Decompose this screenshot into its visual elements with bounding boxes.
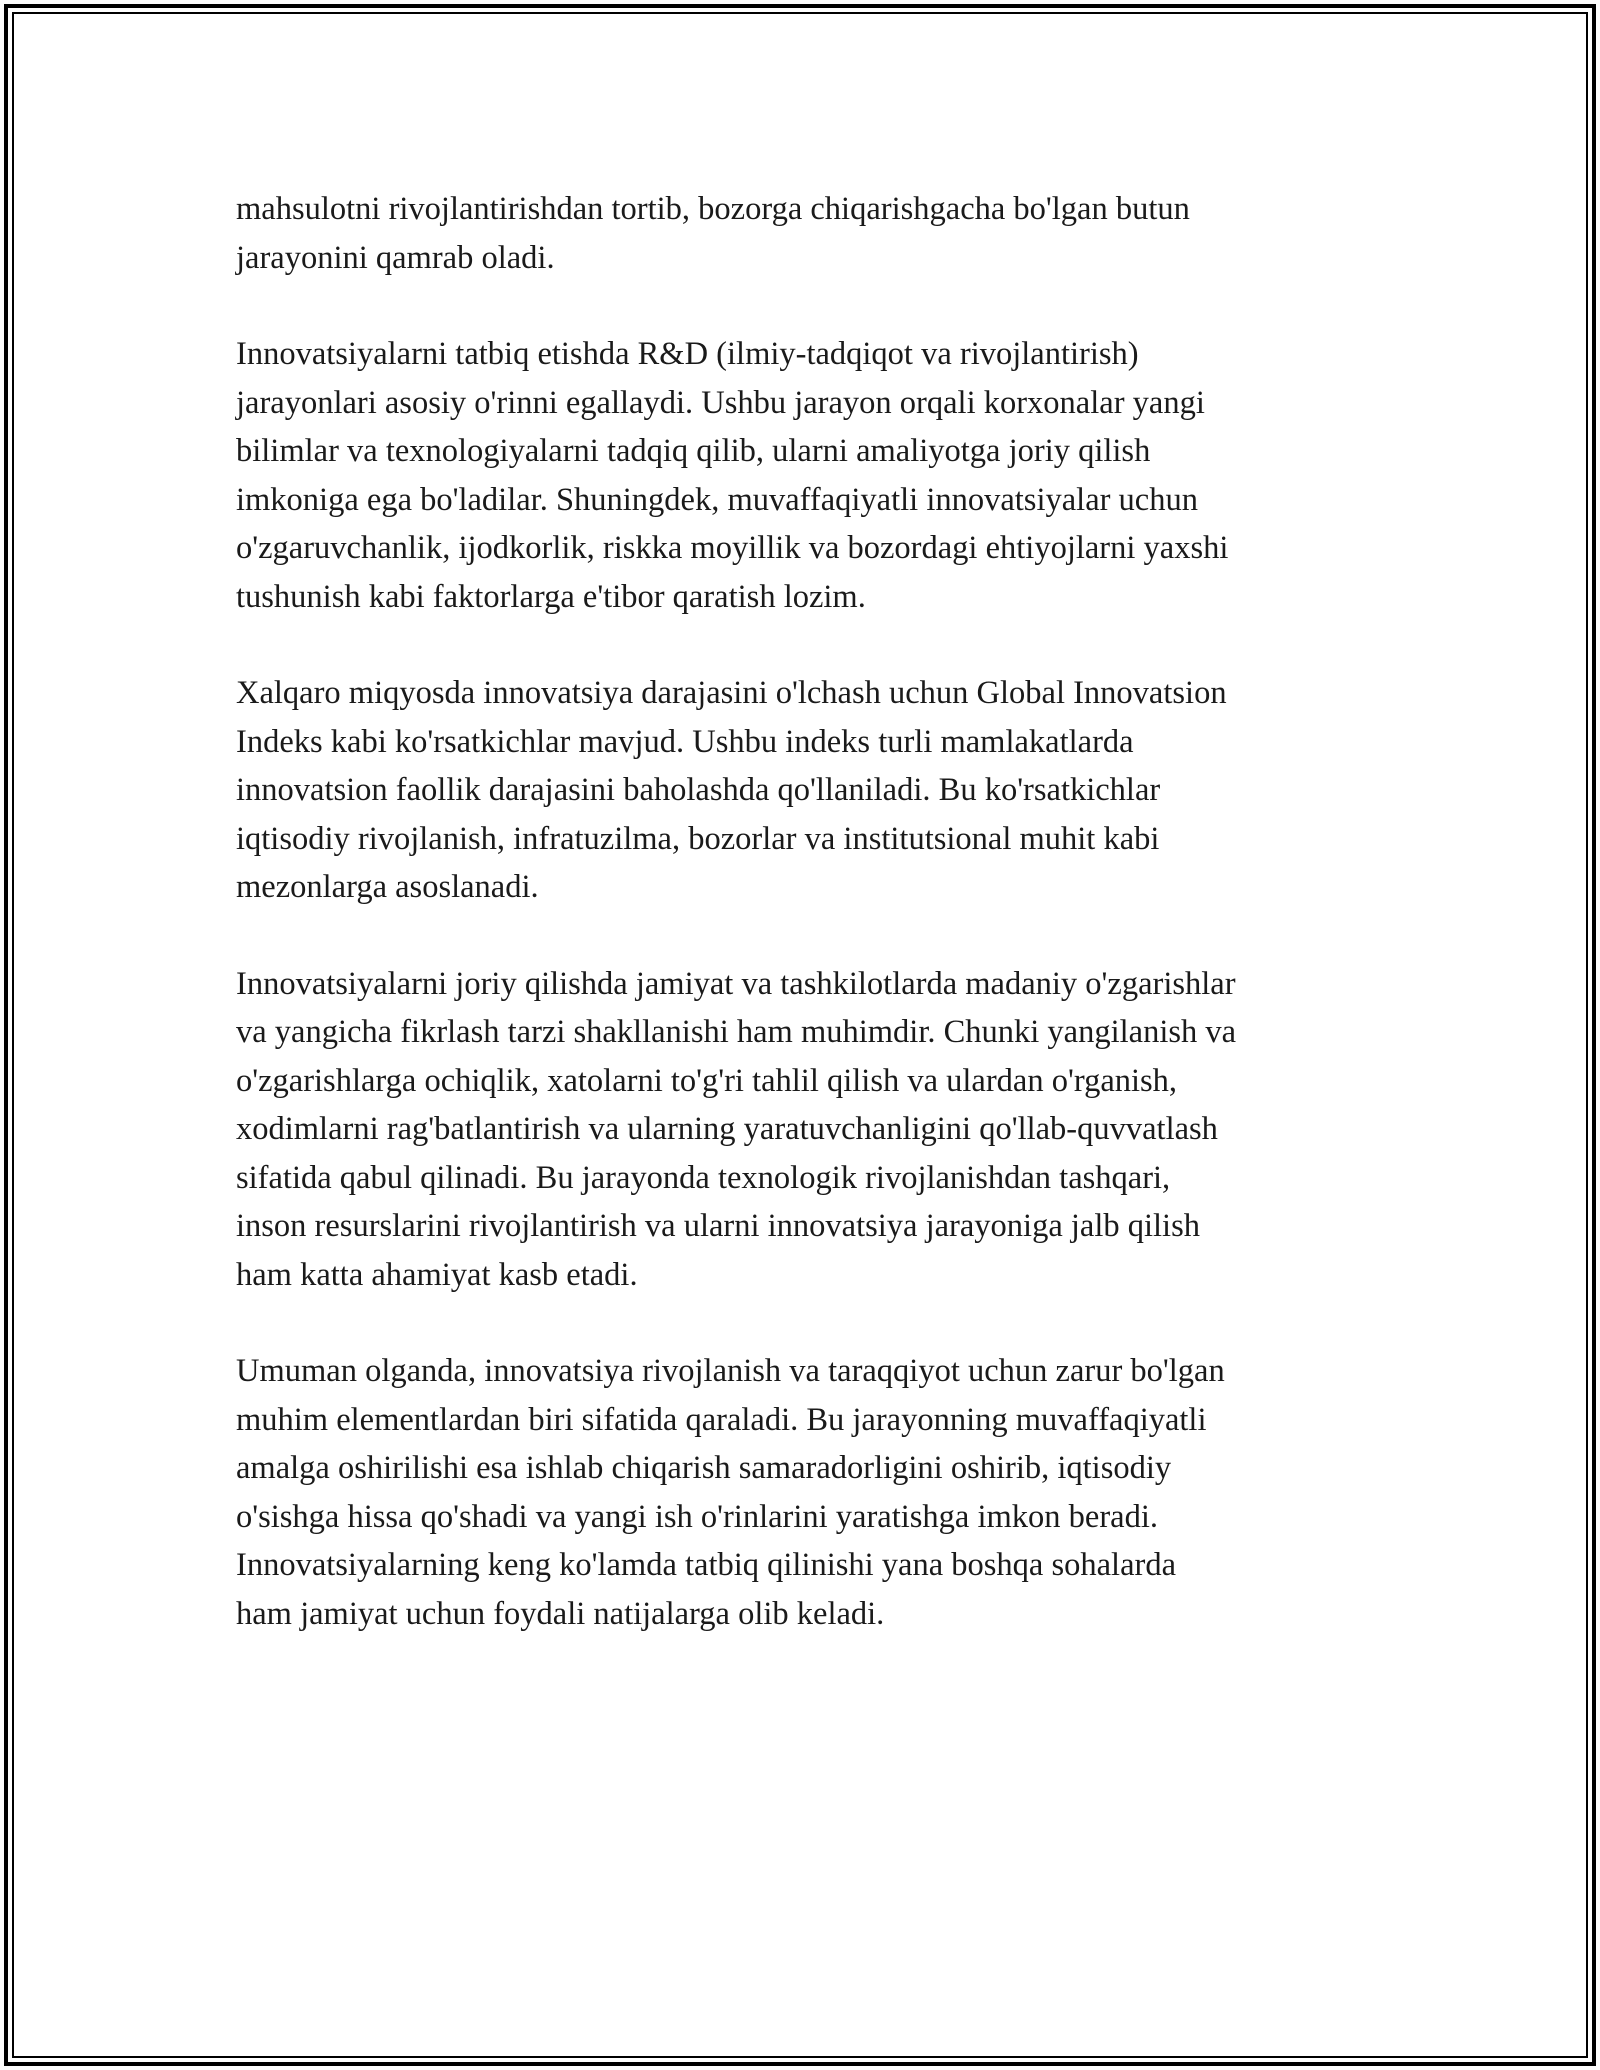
paragraph (236, 960, 1386, 1300)
text-line: ham jamiyat uchun foydali natijalarga olib keladi. (236, 1595, 885, 1632)
text-line: inson resurslarini rivojlantirish va ularni innovatsiya jarayoniga jalb qilish (236, 1208, 1200, 1244)
text-line: muhim elementlardan biri sifatida qaraladi. Bu jarayonning muvaffaqiyatli (236, 1401, 1207, 1438)
text-line: Innovatsiyalarning keng ko'lamda tatbiq qilinishi yana boshqa sohalarda (236, 1547, 1177, 1583)
text-line: mezonlarga asoslanadi. (236, 869, 539, 905)
text-line: o'zgaruvchanlik, ijodkorlik, riskka moyillik va bozordagi ehtiyojlarni yaxshi (236, 530, 1229, 566)
paragraph (236, 330, 1386, 621)
paragraph (236, 185, 1386, 282)
text-line: Indeks kabi ko'rsatkichlar mavjud. Ushbu indeks turli mamlakatlarda (236, 723, 1134, 760)
text-line: imkoniga ega bo'ladilar. Shuningdek, muvaffaqiyatli innovatsiyalar uchun (236, 481, 1198, 518)
text-line: o'zgarishlarga ochiqlik, xatolarni to'g'ri tahlil qilish va ulardan o'rganish, (236, 1062, 1178, 1099)
text-line: xodimlarni rag'batlantirish va ularning yaratuvchanligini qo'llab-quvvatlash (236, 1111, 1218, 1147)
text-line: Innovatsiyalarni tatbiq etishda R&D (ilmiy-tadqiqot va rivojlantirish) (236, 336, 1139, 372)
text-line: jarayonini qamrab oladi. (236, 239, 555, 276)
text-line: sifatida qabul qilinadi. Bu jarayonda texnologik rivojlanishdan tashqari, (236, 1159, 1171, 1196)
text-line: o'sishga hissa qo'shadi va yangi ish o'rinlarini yaratishga imkon beradi. (236, 1498, 1158, 1535)
text-line: innovatsion faollik darajasini baholashda qo'llaniladi. Bu ko'rsatkichlar (236, 772, 1161, 808)
text-line: va yangicha fikrlash tarzi shakllanishi ham muhimdir. Chunki yangilanish va (236, 1014, 1237, 1050)
text-line: amalga oshirilishi esa ishlab chiqarish samaradorligini oshirib, iqtisodiy (236, 1450, 1172, 1486)
text-line: Xalqaro miqyosda innovatsiya darajasini o'lchash uchun Global Innovatsion (236, 675, 1227, 711)
paragraph (236, 669, 1386, 912)
text-line: mahsulotni rivojlantirishdan tortib, bozorga chiqarishgacha bo'lgan butun (236, 191, 1190, 227)
text-line: bilimlar va texnologiyalarni tadqiq qilib, ularni amaliyotga joriy qilish (236, 433, 1151, 469)
text-line: Umuman olganda, innovatsiya rivojlanish va taraqqiyot uchun zarur bo'lgan (236, 1353, 1225, 1389)
text-line: tushunish kabi faktorlarga e'tibor qaratish lozim. (236, 578, 866, 615)
text-line: ham katta ahamiyat kasb etadi. (236, 1256, 638, 1293)
text-line: iqtisodiy rivojlanish, infratuzilma, bozorlar va institutsional muhit kabi (236, 820, 1160, 857)
document-body (236, 185, 1386, 1686)
paragraph (236, 1347, 1386, 1638)
text-line: Innovatsiyalarni joriy qilishda jamiyat va tashkilotlarda madaniy o'zgarishlar (236, 965, 1236, 1002)
text-line: jarayonlari asosiy o'rinni egallaydi. Ushbu jarayon orqali korxonalar yangi (236, 384, 1205, 421)
